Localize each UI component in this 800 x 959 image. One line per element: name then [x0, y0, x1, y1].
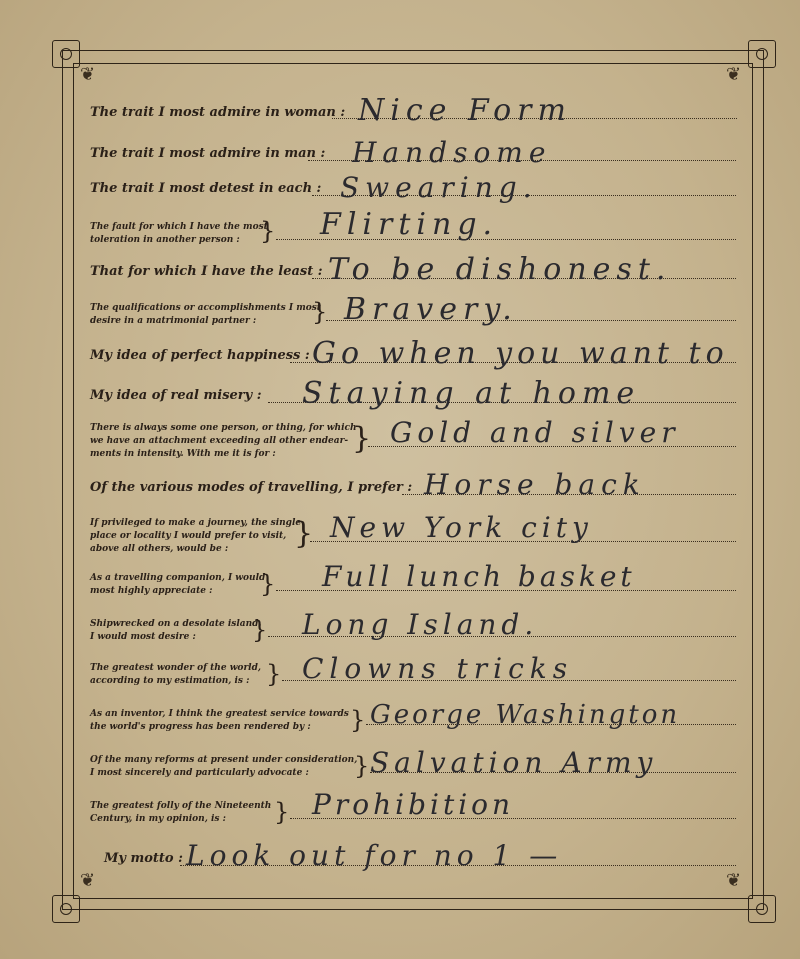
bracket: }: [260, 570, 276, 598]
question-label: If privileged to make a journey, the single place or locality I would prefer to visit, above all others, would be :: [90, 518, 302, 554]
corner-ornament-top-right: [748, 40, 776, 68]
entry-row: [90, 839, 740, 873]
handwritten-answer: Horse back: [424, 468, 646, 501]
question-label: The fault for which I have the most toleration in another person :: [90, 222, 268, 245]
handwritten-answer: Bravery.: [344, 292, 518, 327]
corner-ornament-bottom-right: [748, 895, 776, 923]
handwritten-answer: Handsome: [352, 136, 552, 169]
floral-ornament-bottom-right: ❦: [726, 870, 742, 891]
entry-row: [90, 418, 740, 462]
handwritten-answer: Long Island.: [302, 608, 539, 641]
bracket: }: [312, 298, 328, 326]
floral-ornament-top-right: ❦: [726, 64, 742, 85]
corner-ornament-bottom-left: [52, 895, 80, 923]
handwritten-answer: Staying at home: [302, 376, 641, 411]
question-label: As a travelling companion, I would most highly appreciate :: [90, 573, 266, 596]
question-label: The greatest folly of the Nineteenth Century, in my opinion, is :: [90, 801, 272, 824]
bracket: }: [260, 217, 276, 245]
corner-ornament-top-left: [52, 40, 80, 68]
entry-row: [90, 608, 740, 650]
entry-row: [90, 746, 740, 786]
question-label: Shipwrecked on a desolate island, I would most desire :: [90, 619, 262, 642]
entry-row: [90, 336, 740, 372]
question-label: There is always some one person, or thing, for which we have an attachment exceeding all other endear- ments in intensity. With me it is for :: [90, 423, 357, 459]
bracket: }: [294, 516, 314, 551]
bracket: }: [266, 660, 282, 688]
question-label: Of the various modes of travelling, I prefer :: [90, 480, 413, 495]
handwritten-answer: George Washington: [370, 700, 681, 730]
bracket: }: [252, 616, 268, 644]
question-label: The trait I most detest in each :: [90, 181, 322, 196]
entry-row: [90, 560, 740, 604]
bracket: }: [354, 752, 370, 780]
handwritten-answer: Flirting.: [320, 207, 499, 242]
handwritten-answer: Salvation Army: [370, 746, 658, 779]
question-label: The trait I most admire in man :: [90, 146, 326, 161]
entry-row: [90, 788, 740, 832]
entry-row: [90, 376, 740, 412]
handwritten-answer: Look out for no 1 —: [186, 839, 563, 872]
entry-row: [90, 511, 740, 559]
handwritten-answer: Prohibition: [312, 788, 515, 821]
question-label: The qualifications or accomplishments I most desire in a matrimonial partner :: [90, 303, 321, 326]
entry-row: [90, 700, 740, 740]
question-label: That for which I have the least :: [90, 264, 323, 279]
handwritten-answer: To be dishonest.: [328, 252, 672, 287]
entry-row: [90, 207, 740, 249]
question-label: As an inventor, I think the greatest service towards the world's progress has been rendered by :: [90, 709, 349, 732]
entry-row: [90, 138, 740, 168]
handwritten-answer: Full lunch basket: [322, 560, 636, 593]
question-label: My idea of perfect happiness :: [90, 348, 310, 363]
handwritten-answer: Gold and silver: [390, 416, 680, 449]
handwritten-answer: Nice Form: [358, 93, 572, 128]
entry-row: [90, 468, 740, 504]
entry-row: [90, 652, 740, 694]
bracket: }: [274, 798, 290, 826]
bracket: }: [350, 706, 366, 734]
entry-row: [90, 252, 740, 288]
entry-row: [90, 171, 740, 205]
question-label: Of the many reforms at present under consideration, I most sincerely and particularly advocate :: [90, 755, 358, 778]
handwritten-answer: Swearing.: [340, 171, 538, 204]
question-label: The greatest wonder of the world, according to my estimation, is :: [90, 663, 262, 686]
question-label: My idea of real misery :: [90, 388, 262, 403]
floral-ornament-bottom-left: ❦: [80, 870, 96, 891]
handwritten-answer: Clowns tricks: [302, 652, 574, 685]
entry-row: [90, 93, 740, 128]
handwritten-answer: Go when you want to: [312, 336, 729, 371]
entry-row: [90, 292, 740, 332]
floral-ornament-top-left: ❦: [80, 64, 96, 85]
handwritten-answer: New York city: [330, 511, 593, 544]
question-label: My motto :: [104, 851, 183, 866]
bracket: }: [352, 421, 372, 456]
question-label: The trait I most admire in woman :: [90, 105, 346, 120]
